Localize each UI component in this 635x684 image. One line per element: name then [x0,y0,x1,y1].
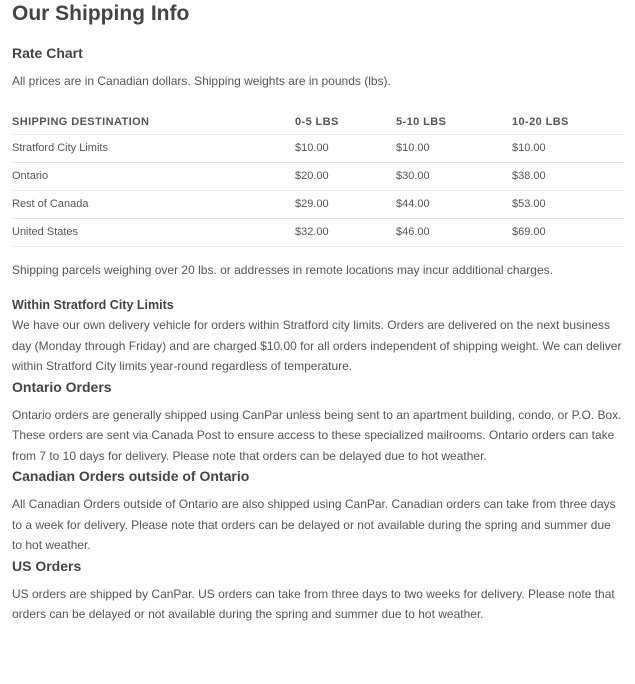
stratford-section-title: Within Stratford City Limits [12,298,174,312]
ontario-section-body: Ontario orders are generally shipped using CanPar unless being sent to an apartment building, condo, or P.O. Box. These orders are sent via Canada Post to ensure access to these specialized mailrooms. Ontario orders can take from 7 to 10 days for delivery. Please note that orders can be delayed due to hot weather. [12,407,622,463]
table-row [12,134,624,162]
ontario-section-title: Ontario Orders [12,378,112,395]
us-section-title: US Orders [12,557,82,574]
row-price-10-20: $10.00 [512,134,624,162]
row-price-10-20: $69.00 [512,218,624,246]
header-5-10-lbs: 5-10 LBS [396,110,512,135]
rate-chart-title: Rate Chart [12,45,83,61]
header-destination: SHIPPING DESTINATION [12,110,295,135]
table-row [12,162,624,190]
row-destination: Rest of Canada [12,190,295,218]
row-price-10-20: $38.00 [512,162,624,190]
table-row [12,218,624,246]
row-price-5-10: $44.00 [396,190,512,218]
rate-chart-note: All prices are in Canadian dollars. Shipping weights are in pounds (lbs). [12,74,391,88]
stratford-section-body: We have our own delivery vehicle for orders within Stratford city limits. Orders are delivered on the next business day (Monday through Friday) and are charged $10.00 for all orders independent of shipping weight. We can deliver within Stratford City limits year-round regardless of temperature. [12,318,622,373]
row-price-0-5: $20.00 [295,162,396,190]
row-price-0-5: $29.00 [295,190,396,218]
header-10-20-lbs: 10-20 LBS [512,110,624,135]
row-price-0-5: $10.00 [295,134,396,162]
row-price-5-10: $46.00 [396,218,512,246]
row-destination: United States [12,218,295,246]
rate-chart-table [12,110,624,247]
row-price-5-10: $30.00 [396,162,512,190]
table-row [12,190,624,218]
row-destination: Ontario [12,162,295,190]
row-price-5-10: $10.00 [396,134,512,162]
surcharge-note: Shipping parcels weighing over 20 lbs. or addresses in remote locations may incur additional charges. [12,262,553,277]
header-0-5-lbs: 0-5 LBS [295,110,396,135]
table-header-row [12,110,624,135]
us-section-body: US orders are shipped by CanPar. US orders can take from three days to two weeks for delivery. Please note that orders can be delayed or not available during the spring and summer due to hot weather. [12,586,615,621]
canada-section-body: All Canadian Orders outside of Ontario are also shipped using CanPar. Canadian orders can take from three days to a week for delivery. Please note that orders can be delayed or not available during the spring and summer due to hot weather. [12,497,616,552]
row-price-10-20: $53.00 [512,190,624,218]
page-title: Our Shipping Info [12,2,190,25]
row-destination: Stratford City Limits [12,134,295,162]
canada-section-title: Canadian Orders outside of Ontario [12,468,250,484]
row-price-0-5: $32.00 [295,218,396,246]
